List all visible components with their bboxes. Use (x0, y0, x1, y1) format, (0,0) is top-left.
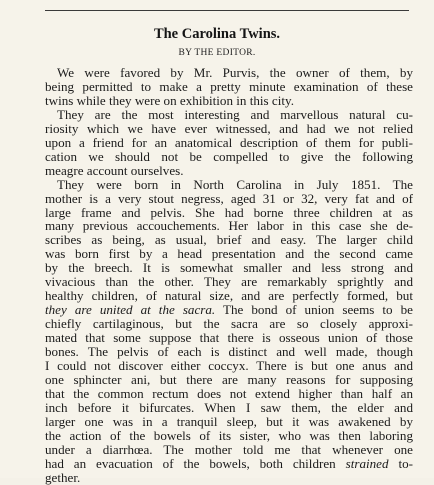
body-line: vivacious than the other. They are remarkably sprightly and (45, 274, 413, 290)
body-line: They were born in North Carolina in July 1851. The (57, 176, 413, 192)
body-line: gether. (45, 469, 81, 485)
body-line: scribes as being, as usual, brief and easy. The larger child (45, 232, 413, 248)
body-line (45, 457, 413, 471)
body-line: healthy children, of natural size, and are perfectly formed, but (45, 288, 413, 304)
article-title: The Carolina Twins. (153, 26, 281, 42)
body-line (45, 303, 413, 317)
body-line: riosity which we have ever witnessed, and had we not relied (45, 120, 413, 136)
body-line: large frame and pelvis. She had borne three children at as (45, 204, 413, 220)
body-line: by the breech. It is somewhat smaller and less strong and (45, 260, 413, 276)
body-line-text: The bond of union seems to be (215, 302, 413, 318)
body-line: under a diarrhœa. The mother told me that whenever one (45, 441, 413, 457)
body-line: was born first by a head presentation and the second came (45, 246, 413, 262)
body-line: larger one was in a tranquil sleep, but it was awakened by (45, 413, 413, 429)
body-line: being permitted to make a pretty minute examination of these (45, 78, 413, 94)
body-line-text: had an evacuation of the bowels, both children (45, 455, 346, 471)
body-line: chiefly cartilaginous, but the sacra are so closely approxi- (45, 316, 413, 332)
body-line: one sphincter ani, but there are many reasons for supposing (45, 371, 413, 387)
body-line: upon a friend for an anatomical description of them for publi- (45, 134, 413, 150)
body-line: inch before it bifurcates. When I saw them, the elder and (45, 399, 413, 415)
body-line: twins while they were on exhibition in this city. (45, 92, 294, 108)
body-line: mother is a very stout negress, aged 31 or 32, very fat and of (45, 190, 413, 206)
top-rule (45, 10, 409, 11)
article-byline: BY THE EDITOR. (178, 48, 256, 58)
body-line: They are the most interesting and marvellous natural cu- (57, 106, 413, 122)
body-line: bones. The pelvis of each is distinct and well made, though (45, 344, 413, 359)
body-line: meagre account ourselves. (45, 162, 184, 178)
body-line: I could not discover either coccyx. There is but one anus and (45, 357, 413, 373)
body-line: We were favored by Mr. Purvis, the owner of them, by (57, 65, 413, 80)
body-line-italic-text: they are united at the sacra. (45, 302, 216, 318)
body-line: cation we should not be compelled to give the following (45, 148, 413, 164)
body-line: that the common rectum does not extend higher than half an (45, 385, 413, 401)
body-line-text: to- (388, 455, 413, 471)
body-line: many previous accouchements. Her labor in this case she de- (45, 218, 413, 234)
body-line: the action of the bowels of its sister, who was then laboring (45, 427, 413, 443)
body-line-italic-text: strained (345, 455, 389, 471)
body-line: mated that some suppose that there is osseous union of those (45, 330, 413, 346)
